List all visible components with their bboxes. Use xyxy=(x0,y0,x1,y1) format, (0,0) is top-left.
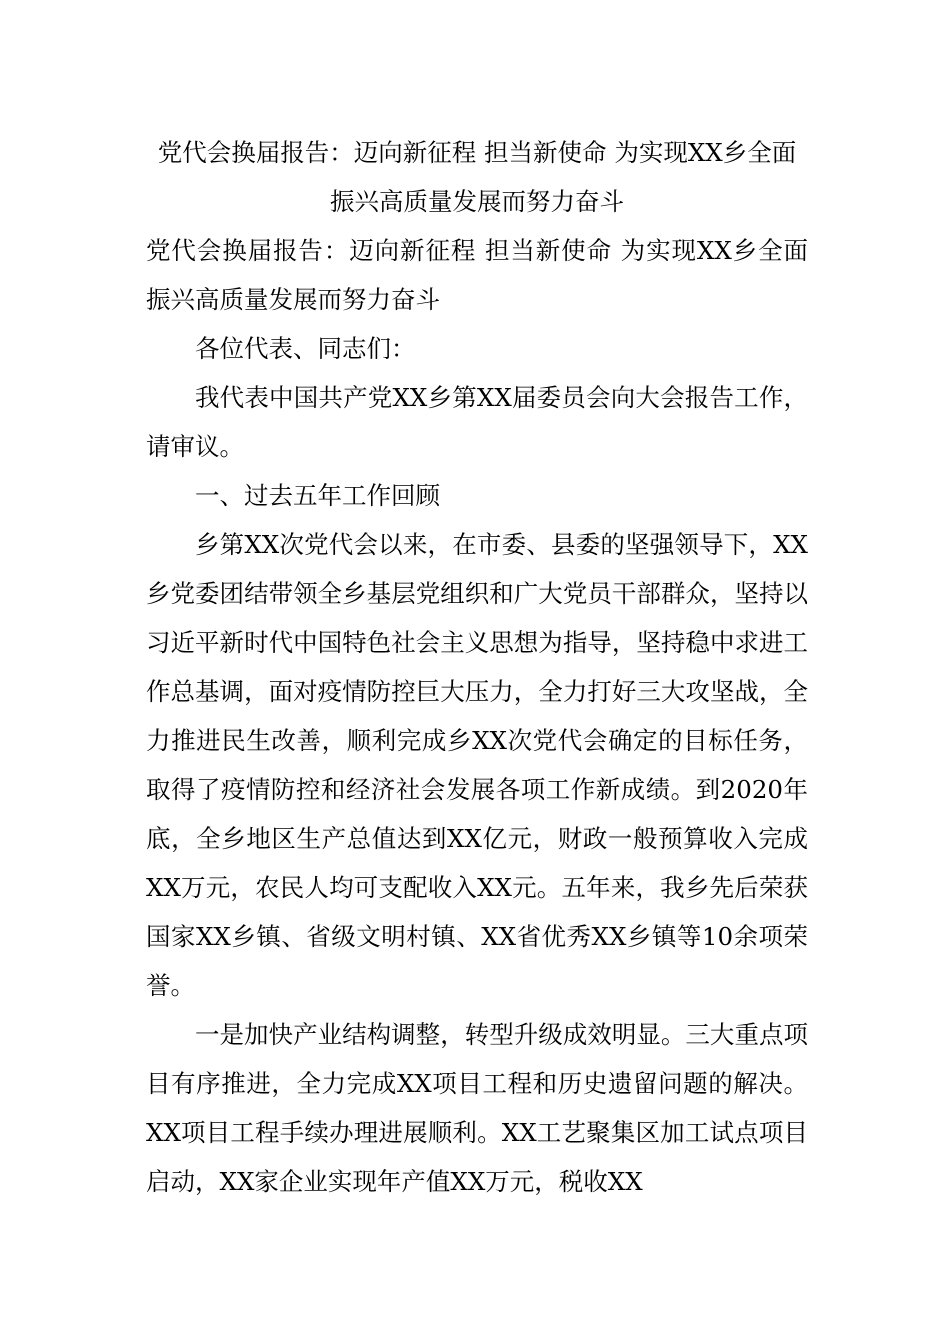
salutation: 各位代表、同志们： xyxy=(195,334,416,363)
document-subtitle: 党代会换届报告：迈向新征程 担当新使命 为实现XX乡全面振兴高质量发展而努力奋斗 xyxy=(146,236,808,314)
document-body xyxy=(146,128,808,1206)
document-title: 党代会换届报告：迈向新征程 担当新使命 为实现XX乡全面振兴高质量发展而努力奋斗 xyxy=(157,138,797,216)
paragraph-report-intro: 我代表中国共产党XX乡第XX届委员会向大会报告工作，请审议。 xyxy=(146,383,808,461)
section-heading-review: 一、过去五年工作回顾 xyxy=(195,481,440,510)
paragraph-review-summary: 乡第XX次党代会以来，在市委、县委的坚强领导下，XX乡党委团结带领全乡基层党组织和广大党员干部群众，坚持以习近平新时代中国特色社会主义思想为指导，坚持稳中求进工作总基调，面对疫情防控巨大压力，全力打好三大攻坚战，全力推进民生改善，顺利完成乡XX次党代会确定的目标任务，取得了疫情防控和经济社会发展各项工作新成绩。到2020年底，全乡地区生产总值达到XX亿元，财政一般预算收入完成XX万元，农民人均可支配收入XX元。五年来，我乡先后荣获国家XX乡镇、省级文明村镇、XX省优秀XX乡镇等10余项荣誉。 xyxy=(146,530,808,1000)
paragraph-industry: 一是加快产业结构调整，转型升级成效明显。三大重点项目有序推进，全力完成XX项目工程和历史遗留问题的解决。XX项目工程手续办理进展顺利。XX工艺聚集区加工试点项目启动，XX家企业实现年产值XX万元，税收XX xyxy=(146,1020,808,1196)
